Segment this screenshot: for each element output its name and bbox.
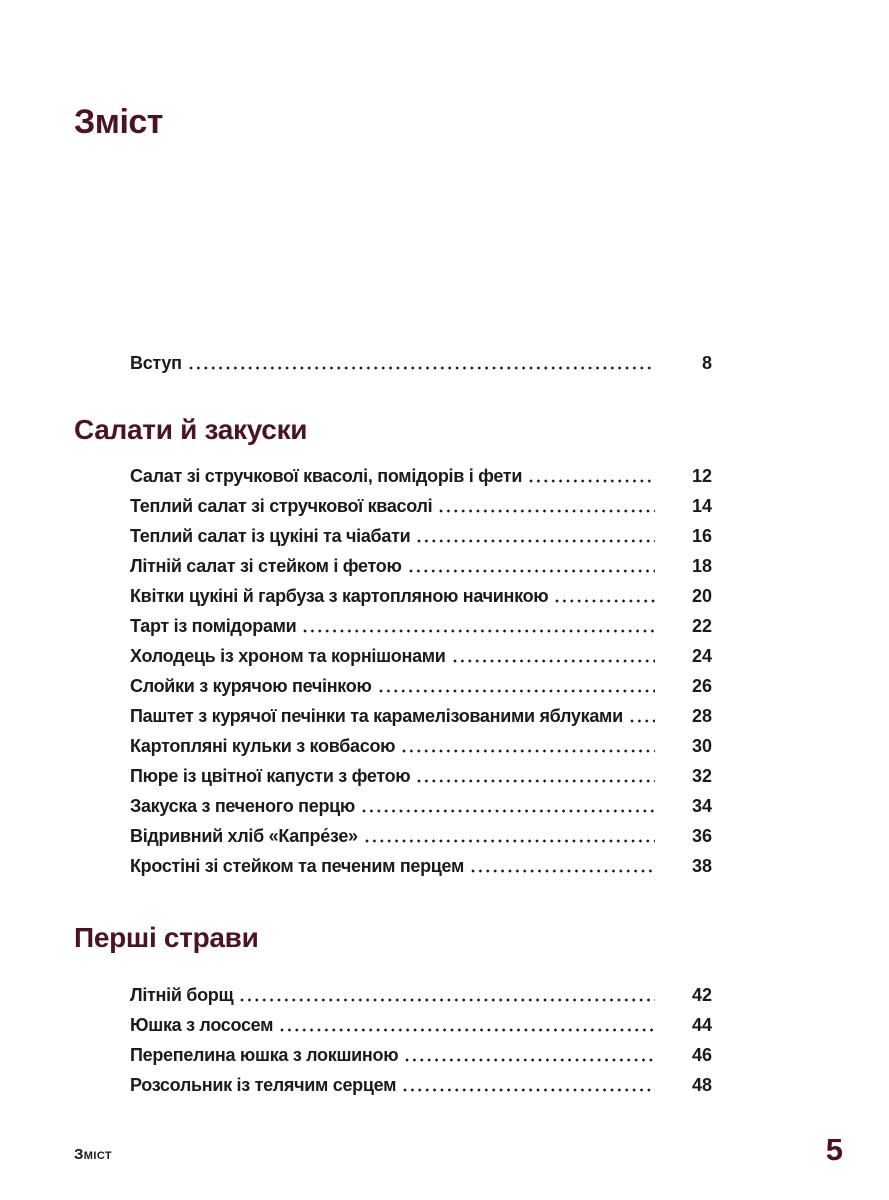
toc-entry-label: Картопляні кульки з ковбасою bbox=[130, 736, 396, 756]
footer-page-number: 5 bbox=[825, 1132, 843, 1167]
toc-entry-row bbox=[130, 851, 712, 881]
dot-leader-decoration bbox=[240, 998, 655, 1002]
toc-entry-row bbox=[130, 521, 712, 551]
toc-entry-row bbox=[130, 980, 712, 1010]
dot-leader-decoration bbox=[365, 839, 655, 843]
toc-entry-label: Літній борщ bbox=[130, 985, 234, 1005]
toc-entry-page: 14 bbox=[691, 496, 712, 516]
dot-leader-decoration bbox=[417, 539, 655, 543]
toc-entry-page: 30 bbox=[691, 736, 712, 756]
toc-entry-page: 26 bbox=[691, 676, 712, 696]
section-entries bbox=[130, 980, 712, 1100]
toc-entry-page: 42 bbox=[691, 985, 712, 1005]
section-title: Салати й закуски bbox=[74, 414, 308, 445]
toc-entry-page: 12 bbox=[691, 466, 712, 486]
toc-entry-row bbox=[130, 461, 712, 491]
toc-entry-page: 24 bbox=[691, 646, 712, 666]
toc-entry-page: 8 bbox=[701, 353, 712, 373]
toc-entry-row bbox=[130, 491, 712, 521]
dot-leader-decoration bbox=[555, 599, 655, 603]
toc-entry-row bbox=[130, 1040, 712, 1070]
toc-entry-label: Теплий салат із цукіні та чіабати bbox=[130, 526, 411, 546]
toc-entry-label: Пюре із цвітної капусти з фетою bbox=[130, 766, 411, 786]
toc-entry-row bbox=[130, 641, 712, 671]
toc-entry-page: 44 bbox=[691, 1015, 712, 1035]
toc-entry-page: 22 bbox=[691, 616, 712, 636]
toc-entry-label: Розсольник із телячим серцем bbox=[130, 1075, 397, 1095]
toc-entry-label: Холодець із хроном та корнішонами bbox=[130, 646, 446, 666]
toc-entry-row bbox=[130, 1010, 712, 1040]
toc-entry-page: 48 bbox=[691, 1075, 712, 1095]
toc-entry-row bbox=[130, 821, 712, 851]
toc-entry-page: 38 bbox=[691, 856, 712, 876]
toc-entry-label: Слойки з курячою печінкою bbox=[130, 676, 372, 696]
toc-entry-row bbox=[130, 731, 712, 761]
toc-entry-page: 32 bbox=[691, 766, 712, 786]
dot-leader-decoration bbox=[303, 629, 655, 633]
toc-entry-row bbox=[130, 701, 712, 731]
dot-leader-decoration bbox=[453, 659, 655, 663]
toc-entry-label: Відривний хліб «Капре́зе» bbox=[130, 826, 358, 846]
dot-leader-decoration bbox=[280, 1028, 655, 1032]
page-title: Зміст bbox=[74, 103, 163, 141]
toc-entry-label: Паштет з курячої печінки та карамелізованими яблуками bbox=[130, 706, 623, 726]
dot-leader-decoration bbox=[403, 1088, 655, 1092]
toc-entry-row bbox=[130, 1070, 712, 1100]
toc-entry-row bbox=[130, 761, 712, 791]
section-title: Перші страви bbox=[74, 922, 259, 953]
toc-entry-page: 46 bbox=[691, 1045, 712, 1065]
toc-section bbox=[0, 881, 889, 1100]
dot-leader-decoration bbox=[630, 719, 655, 723]
toc-entry-row bbox=[130, 581, 712, 611]
dot-leader-decoration bbox=[362, 809, 655, 813]
dot-leader-decoration bbox=[402, 749, 655, 753]
footer-section-label: Зміст bbox=[74, 1146, 113, 1163]
toc-entry-label: Тарт із помідорами bbox=[130, 616, 297, 636]
toc-entry-label: Закуска з печеного перцю bbox=[130, 796, 355, 816]
toc-entry-row bbox=[130, 551, 712, 581]
dot-leader-decoration bbox=[417, 779, 655, 783]
toc-entry-row bbox=[130, 791, 712, 821]
toc-entry-label: Кростіні зі стейком та печеним перцем bbox=[130, 856, 465, 876]
toc-entry-page: 20 bbox=[691, 586, 712, 606]
dot-leader-decoration bbox=[471, 869, 655, 873]
toc-entry-row bbox=[130, 611, 712, 641]
toc-entry-label: Перепелина юшка з локшиною bbox=[130, 1045, 399, 1065]
section-entries bbox=[130, 461, 712, 881]
toc-entry-row bbox=[130, 671, 712, 701]
toc-entry-page: 36 bbox=[691, 826, 712, 846]
toc-entry-page: 28 bbox=[691, 706, 712, 726]
toc-entry-label: Квітки цукіні й гарбуза з картопляною начинкою bbox=[130, 586, 549, 606]
dot-leader-decoration bbox=[405, 1058, 655, 1062]
toc-entry-label: Літній салат зі стейком і фетою bbox=[130, 556, 402, 576]
dot-leader-decoration bbox=[439, 509, 655, 513]
toc-entry-page: 16 bbox=[691, 526, 712, 546]
toc-entry-page: 18 bbox=[691, 556, 712, 576]
toc-entry-label: Салат зі стручкової квасолі, помідорів і фети bbox=[130, 466, 523, 486]
dot-leader-decoration bbox=[529, 479, 655, 483]
toc-entry-page: 34 bbox=[691, 796, 712, 816]
dot-leader-decoration bbox=[379, 689, 655, 693]
toc-entry-label: Теплий салат зі стручкової квасолі bbox=[130, 496, 433, 516]
toc-entry-label: Юшка з лососем bbox=[130, 1015, 274, 1035]
dot-leader-decoration bbox=[409, 569, 655, 573]
toc-entry-label: Вступ bbox=[130, 353, 182, 373]
